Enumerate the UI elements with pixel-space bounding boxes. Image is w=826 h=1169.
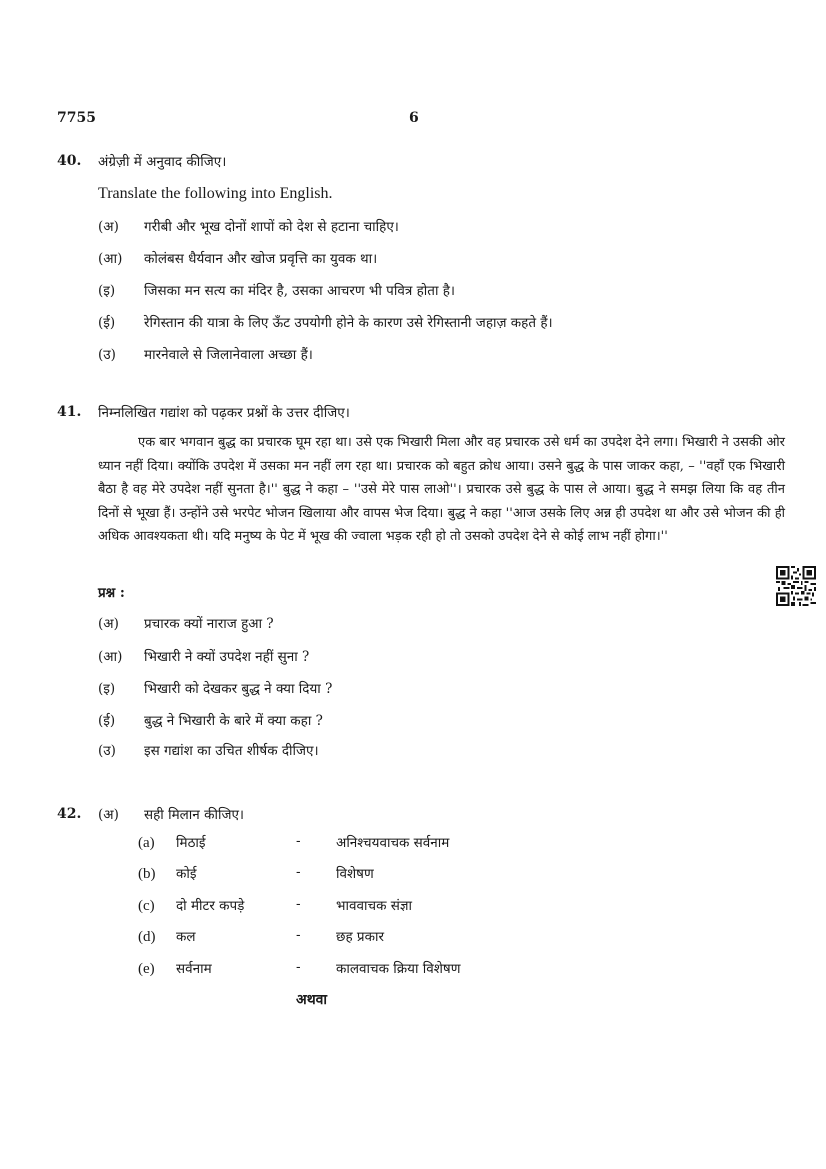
item-text: बुद्ध ने भिखारी के बारे में क्या कहा ? [144, 713, 323, 729]
q41-instruction: निम्नलिखित गद्यांश को पढ़कर प्रश्नों के उत्तर दीजिए। [98, 405, 350, 421]
match-column-a: दो मीटर कपड़े [176, 898, 245, 914]
item-marker: (इ) [98, 283, 116, 299]
item-marker: (इ) [98, 681, 116, 697]
paper-code: 7755 [57, 110, 96, 126]
item-marker: (अ) [98, 807, 119, 823]
item-text: इस गद्यांश का उचित शीर्षक दीजिए। [144, 743, 319, 759]
item-text: रेगिस्तान की यात्रा के लिए ऊँट उपयोगी होने के कारण उसे रेगिस्तानी जहाज़ कहते हैं। [144, 315, 553, 331]
question-number-41: 41. [57, 404, 82, 420]
q40-instruction-english: Translate the following into English. [98, 185, 333, 202]
item-marker: (अ) [98, 616, 119, 632]
page-number: 6 [409, 110, 419, 126]
item-text: गरीबी और भूख दोनों शापों को देश से हटाना चाहिए। [144, 219, 399, 235]
q41-item [98, 614, 274, 632]
match-column-b: अनिश्चयवाचक सर्वनाम [336, 835, 450, 851]
q41-passage: एक बार भगवान बुद्ध का प्रचारक घूम रहा था। उसे एक भिखारी मिला और वह प्रचारक उसे धर्म का उपदेश देने लगा। भिखारी ने उसकी ओर ध्यान नहीं दिया। क्योंकि उपदेश में उसका मन नहीं लग रहा था। प्रचारक को बहुत क्रोध आया। उसने बुद्ध के पास जाकर कहा, – ''वहाँ एक भिखारी बैठा है वह मेरे उपदेश नहीं सुनता है।'' बुद्ध ने कहा – ''उसे मेरे पास लाओ''। प्रचारक उसे बुद्ध के पास ले आया। बुद्ध ने समझ लिया कि वह तीन दिनों से भूखा हैं। उन्होंने उसे भरपेट भोजन खिलाया और वापस भेज दिया। बुद्ध ने कहा ''आज उसके लिए अन्न ही उपदेश था और उसे भोजन की ही अधिक आवश्यकता थी। यदि मनुष्य के पेट में भूख की ज्वाला भड़क रही हो तो उसको उपदेश देने से कोई लाभ नहीं होगा।'' [98, 435, 785, 545]
item-text: भिखारी ने क्यों उपदेश नहीं सुना ? [144, 649, 310, 665]
item-text: जिसका मन सत्य का मंदिर है, उसका आचरण भी पवित्र होता है। [144, 283, 456, 299]
match-column-b: भाववाचक संज्ञा [336, 898, 413, 914]
match-letter: (d) [138, 929, 156, 945]
match-column-a: सर्वनाम [176, 961, 212, 977]
match-dash: - [296, 927, 301, 943]
or-label: अथवा [296, 992, 328, 1008]
match-column-a: कोई [176, 866, 197, 882]
match-letter: (c) [138, 898, 155, 914]
item-marker: (ई) [98, 315, 116, 331]
item-marker: (ई) [98, 713, 116, 729]
item-text: सही मिलान कीजिए। [144, 807, 245, 823]
q41-item [98, 711, 323, 729]
item-text: मारनेवाले से जिलानेवाला अच्छा हैं। [144, 347, 313, 363]
qr-code-icon [776, 566, 816, 606]
match-dash: - [296, 959, 301, 975]
match-letter: (e) [138, 961, 155, 977]
item-marker: (उ) [98, 347, 116, 363]
match-column-a: मिठाई [176, 835, 206, 851]
q41-item [98, 741, 319, 759]
q40-item [98, 313, 553, 331]
item-marker: (अ) [98, 219, 119, 235]
q42-instruction [98, 805, 244, 823]
match-column-b: विशेषण [336, 866, 374, 882]
item-marker: (उ) [98, 743, 116, 759]
item-text: प्रचारक क्यों नाराज हुआ ? [144, 616, 274, 632]
question-number-42: 42. [57, 806, 82, 822]
q40-item [98, 281, 455, 299]
match-column-b: छह प्रकार [336, 929, 384, 945]
match-dash: - [296, 864, 301, 880]
q41-item [98, 679, 332, 697]
match-dash: - [296, 833, 301, 849]
q40-item [98, 345, 313, 363]
match-column-a: कल [176, 929, 196, 945]
item-marker: (आ) [98, 251, 123, 267]
q40-instruction: अंग्रेज़ी में अनुवाद कीजिए। [98, 154, 227, 170]
q40-item [98, 249, 377, 267]
q40-item [98, 217, 399, 235]
item-text: भिखारी को देखकर बुद्ध ने क्या दिया ? [144, 681, 333, 697]
question-number-40: 40. [57, 153, 82, 169]
item-marker: (आ) [98, 649, 123, 665]
q41-item [98, 647, 309, 665]
item-text: कोलंबस धैर्यवान और खोज प्रवृत्ति का युवक था। [144, 251, 378, 267]
match-column-b: कालवाचक क्रिया विशेषण [336, 961, 461, 977]
match-letter: (a) [138, 835, 155, 851]
match-letter: (b) [138, 866, 156, 882]
questions-label: प्रश्न : [98, 585, 125, 601]
match-dash: - [296, 896, 301, 912]
